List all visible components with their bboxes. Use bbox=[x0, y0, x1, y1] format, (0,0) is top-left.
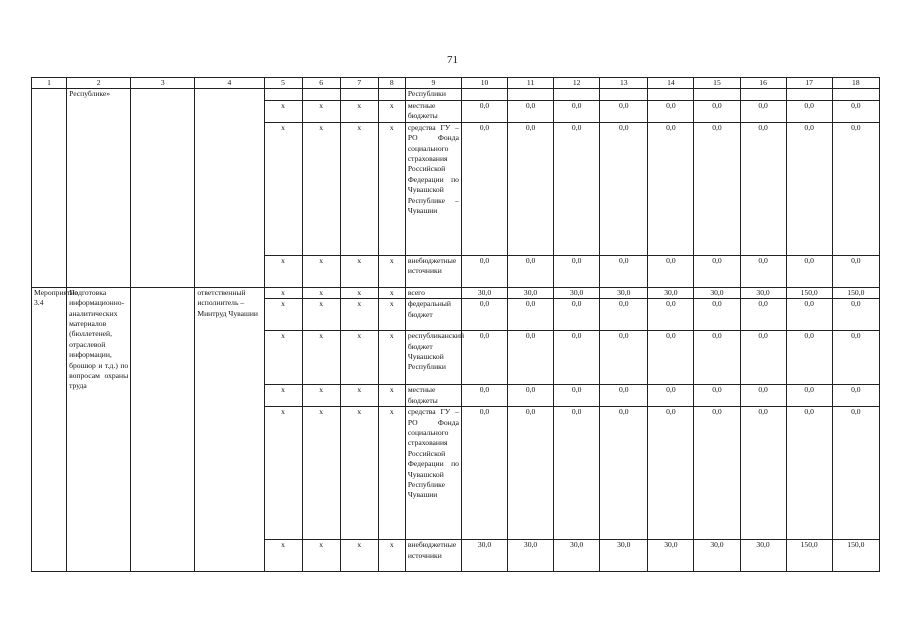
amount-cell: 30,0 bbox=[461, 287, 507, 298]
table-row bbox=[32, 287, 880, 298]
column-number: 5 bbox=[264, 78, 302, 89]
amount-cell: 0,0 bbox=[648, 385, 694, 407]
amount-cell: 0,0 bbox=[554, 299, 600, 331]
activity-name: Подготовка информационно-аналитических материалов (бюллетеней, отраслевой информации, брошюр и т.д.) по вопросам охраны труда bbox=[67, 287, 131, 571]
amount-cell: 0,0 bbox=[508, 331, 554, 385]
column-number: 2 bbox=[67, 78, 131, 89]
column-number: 3 bbox=[131, 78, 195, 89]
activity-executor: ответственный исполнитель – Минтруд Чувашии bbox=[195, 287, 264, 571]
amount-cell: 0,0 bbox=[554, 100, 600, 122]
amount-cell: 0,0 bbox=[554, 255, 600, 287]
column-number: 14 bbox=[648, 78, 694, 89]
amount-cell: 30,0 bbox=[508, 540, 554, 572]
code-cell: х bbox=[340, 100, 378, 122]
code-cell: х bbox=[340, 540, 378, 572]
column-number: 4 bbox=[195, 78, 264, 89]
amount-cell: 0,0 bbox=[554, 331, 600, 385]
code-cell: х bbox=[340, 331, 378, 385]
header-row bbox=[32, 78, 880, 89]
code-cell: х bbox=[340, 122, 378, 255]
amount-cell: 0,0 bbox=[600, 407, 648, 540]
code-cell: х bbox=[378, 255, 405, 287]
amount-cell: 30,0 bbox=[461, 540, 507, 572]
amount-cell: 0,0 bbox=[786, 331, 832, 385]
continuation-col1 bbox=[32, 89, 67, 287]
amount-cell: 0,0 bbox=[508, 100, 554, 122]
code-cell bbox=[264, 89, 302, 100]
amount-cell: 0,0 bbox=[554, 122, 600, 255]
column-number: 9 bbox=[405, 78, 461, 89]
amount-cell: 0,0 bbox=[740, 255, 786, 287]
amount-cell: 30,0 bbox=[740, 287, 786, 298]
amount-cell: 0,0 bbox=[461, 385, 507, 407]
code-cell: х bbox=[264, 255, 302, 287]
table-row bbox=[32, 89, 880, 100]
amount-cell: 0,0 bbox=[786, 385, 832, 407]
funding-source-cell: средства ГУ – РО Фонда социального страхования Российской Федерации по Чувашской Республике Чувашии bbox=[405, 407, 461, 540]
column-number: 11 bbox=[508, 78, 554, 89]
amount-cell: 0,0 bbox=[648, 122, 694, 255]
funding-source-cell: внебюджетные источники bbox=[405, 540, 461, 572]
amount-cell bbox=[554, 89, 600, 100]
amount-cell bbox=[648, 89, 694, 100]
column-number: 17 bbox=[786, 78, 832, 89]
amount-cell: 0,0 bbox=[648, 331, 694, 385]
code-cell: х bbox=[302, 122, 340, 255]
code-cell: х bbox=[264, 540, 302, 572]
amount-cell: 0,0 bbox=[832, 122, 879, 255]
amount-cell: 0,0 bbox=[508, 122, 554, 255]
code-cell: х bbox=[302, 407, 340, 540]
column-number: 15 bbox=[694, 78, 740, 89]
amount-cell: 0,0 bbox=[554, 385, 600, 407]
continuation-col4 bbox=[195, 89, 264, 287]
code-cell: х bbox=[302, 255, 340, 287]
code-cell: х bbox=[340, 255, 378, 287]
amount-cell: 0,0 bbox=[694, 122, 740, 255]
amount-cell: 0,0 bbox=[600, 385, 648, 407]
funding-source-cell: федеральный бюджет bbox=[405, 299, 461, 331]
code-cell: х bbox=[264, 122, 302, 255]
amount-cell: 0,0 bbox=[832, 331, 879, 385]
column-number: 6 bbox=[302, 78, 340, 89]
amount-cell: 30,0 bbox=[648, 540, 694, 572]
code-cell: х bbox=[302, 299, 340, 331]
code-cell: х bbox=[264, 299, 302, 331]
amount-cell: 0,0 bbox=[740, 299, 786, 331]
funding-source-cell: местные бюджеты bbox=[405, 385, 461, 407]
amount-cell: 30,0 bbox=[694, 540, 740, 572]
page-number: 71 bbox=[447, 54, 458, 66]
amount-cell: 0,0 bbox=[648, 255, 694, 287]
amount-cell: 30,0 bbox=[600, 287, 648, 298]
code-cell: х bbox=[378, 122, 405, 255]
amount-cell: 0,0 bbox=[508, 255, 554, 287]
amount-cell: 0,0 bbox=[832, 385, 879, 407]
amount-cell: 0,0 bbox=[600, 299, 648, 331]
amount-cell: 0,0 bbox=[786, 100, 832, 122]
activity-label: Мероприятие 3.4 bbox=[32, 287, 67, 571]
code-cell: х bbox=[302, 331, 340, 385]
activity-col3 bbox=[131, 287, 195, 571]
code-cell: х bbox=[302, 540, 340, 572]
amount-cell: 0,0 bbox=[694, 100, 740, 122]
amount-cell: 0,0 bbox=[694, 331, 740, 385]
column-number: 7 bbox=[340, 78, 378, 89]
code-cell bbox=[302, 89, 340, 100]
amount-cell: 0,0 bbox=[648, 299, 694, 331]
amount-cell: 0,0 bbox=[740, 331, 786, 385]
code-cell: х bbox=[264, 385, 302, 407]
amount-cell: 0,0 bbox=[648, 407, 694, 540]
amount-cell: 30,0 bbox=[554, 287, 600, 298]
amount-cell: 0,0 bbox=[694, 299, 740, 331]
amount-cell: 0,0 bbox=[786, 407, 832, 540]
code-cell: х bbox=[378, 540, 405, 572]
code-cell: х bbox=[378, 407, 405, 540]
code-cell: х bbox=[264, 407, 302, 540]
code-cell: х bbox=[264, 331, 302, 385]
amount-cell bbox=[786, 89, 832, 100]
amount-cell: 0,0 bbox=[508, 299, 554, 331]
amount-cell bbox=[508, 89, 554, 100]
column-number: 12 bbox=[554, 78, 600, 89]
code-cell bbox=[340, 89, 378, 100]
amount-cell: 0,0 bbox=[461, 122, 507, 255]
amount-cell: 150,0 bbox=[832, 287, 879, 298]
amount-cell: 0,0 bbox=[786, 255, 832, 287]
amount-cell: 0,0 bbox=[740, 100, 786, 122]
amount-cell: 30,0 bbox=[600, 540, 648, 572]
amount-cell bbox=[832, 89, 879, 100]
column-number: 8 bbox=[378, 78, 405, 89]
amount-cell: 0,0 bbox=[832, 299, 879, 331]
amount-cell: 0,0 bbox=[508, 385, 554, 407]
column-number: 16 bbox=[740, 78, 786, 89]
amount-cell: 0,0 bbox=[600, 100, 648, 122]
amount-cell: 30,0 bbox=[740, 540, 786, 572]
code-cell: х bbox=[340, 287, 378, 298]
funding-source-cell: всего bbox=[405, 287, 461, 298]
amount-cell bbox=[461, 89, 507, 100]
code-cell: х bbox=[378, 299, 405, 331]
funding-source-cell: средства ГУ – РО Фонда социального страхования Российской Федерации по Чувашской Республике – Чувашии bbox=[405, 122, 461, 255]
amount-cell: 0,0 bbox=[554, 407, 600, 540]
amount-cell bbox=[600, 89, 648, 100]
amount-cell: 0,0 bbox=[600, 122, 648, 255]
code-cell bbox=[378, 89, 405, 100]
amount-cell: 150,0 bbox=[832, 540, 879, 572]
amount-cell: 0,0 bbox=[461, 299, 507, 331]
amount-cell: 0,0 bbox=[508, 407, 554, 540]
amount-cell: 0,0 bbox=[694, 407, 740, 540]
amount-cell: 0,0 bbox=[740, 122, 786, 255]
code-cell: х bbox=[264, 100, 302, 122]
code-cell: х bbox=[302, 385, 340, 407]
amount-cell: 0,0 bbox=[832, 100, 879, 122]
code-cell: х bbox=[378, 331, 405, 385]
column-number: 1 bbox=[32, 78, 67, 89]
funding-source-cell: местные бюджеты bbox=[405, 100, 461, 122]
amount-cell: 0,0 bbox=[694, 255, 740, 287]
amount-cell: 0,0 bbox=[461, 255, 507, 287]
code-cell: х bbox=[302, 100, 340, 122]
amount-cell: 30,0 bbox=[554, 540, 600, 572]
amount-cell: 0,0 bbox=[461, 407, 507, 540]
funding-source-cell: внебюджетные источники bbox=[405, 255, 461, 287]
amount-cell: 0,0 bbox=[694, 385, 740, 407]
amount-cell: 30,0 bbox=[508, 287, 554, 298]
code-cell: х bbox=[378, 100, 405, 122]
continuation-name: Республике» bbox=[67, 89, 131, 287]
amount-cell: 0,0 bbox=[461, 331, 507, 385]
amount-cell: 30,0 bbox=[694, 287, 740, 298]
amount-cell: 0,0 bbox=[600, 331, 648, 385]
amount-cell: 0,0 bbox=[740, 385, 786, 407]
amount-cell: 150,0 bbox=[786, 287, 832, 298]
funding-source-cell: республиканский бюджет Чувашской Республики bbox=[405, 331, 461, 385]
amount-cell: 0,0 bbox=[461, 100, 507, 122]
column-number: 10 bbox=[461, 78, 507, 89]
amount-cell: 30,0 bbox=[648, 287, 694, 298]
amount-cell: 0,0 bbox=[600, 255, 648, 287]
code-cell: х bbox=[264, 287, 302, 298]
code-cell: х bbox=[302, 287, 340, 298]
amount-cell: 0,0 bbox=[786, 122, 832, 255]
program-table bbox=[31, 77, 880, 572]
code-cell: х bbox=[378, 385, 405, 407]
amount-cell bbox=[740, 89, 786, 100]
code-cell: х bbox=[340, 299, 378, 331]
continuation-col3 bbox=[131, 89, 195, 287]
amount-cell: 150,0 bbox=[786, 540, 832, 572]
code-cell: х bbox=[340, 385, 378, 407]
amount-cell bbox=[694, 89, 740, 100]
column-number: 13 bbox=[600, 78, 648, 89]
code-cell: х bbox=[378, 287, 405, 298]
amount-cell: 0,0 bbox=[740, 407, 786, 540]
amount-cell: 0,0 bbox=[786, 299, 832, 331]
amount-cell: 0,0 bbox=[648, 100, 694, 122]
column-number: 18 bbox=[832, 78, 879, 89]
amount-cell: 0,0 bbox=[832, 407, 879, 540]
funding-source-cell: Республики bbox=[405, 89, 461, 100]
code-cell: х bbox=[340, 407, 378, 540]
amount-cell: 0,0 bbox=[832, 255, 879, 287]
